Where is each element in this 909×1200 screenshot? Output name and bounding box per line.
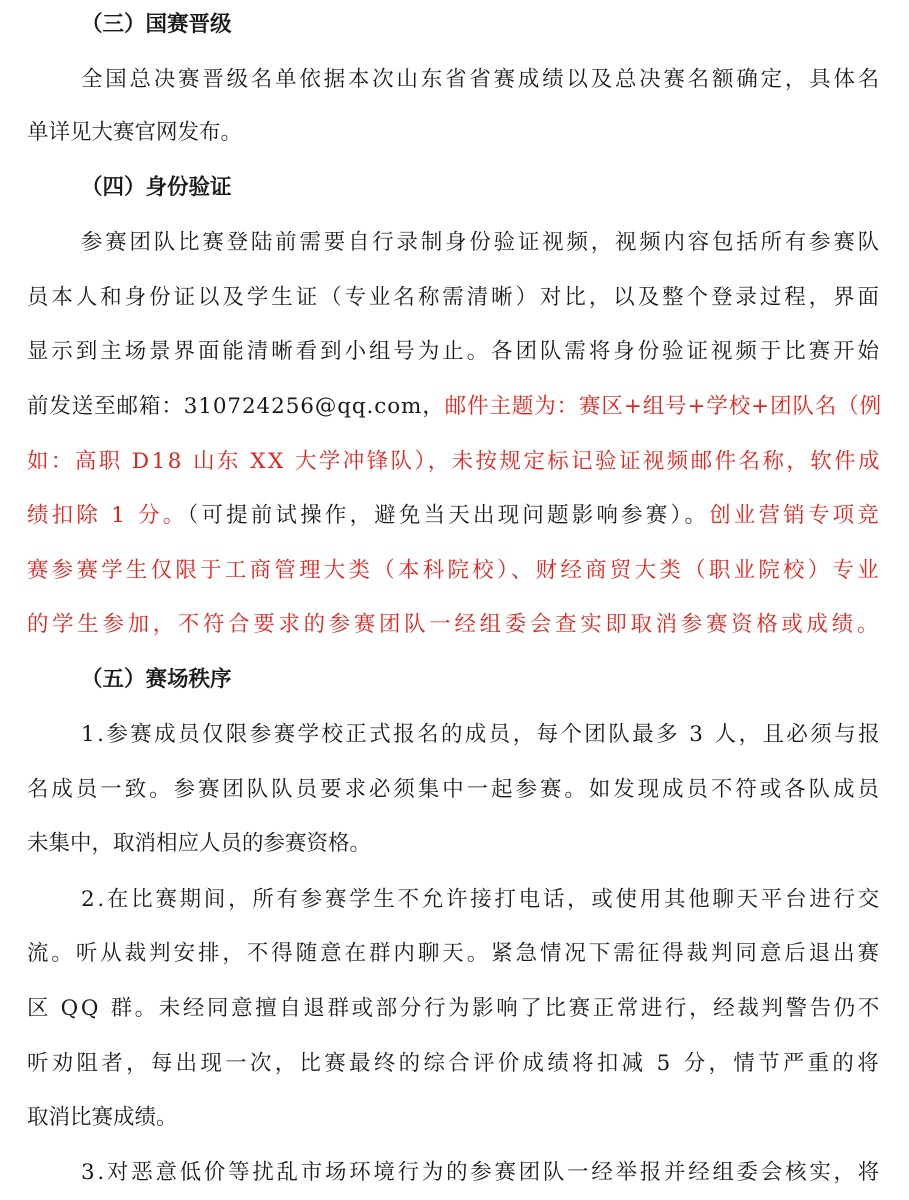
list-item-line: 名成员一致。参赛团队队员要求必须集中一起参赛。如发现成员不符或各队成员	[27, 777, 882, 802]
paragraph-line-highlight: 赛参赛学生仅限于工商管理大类（本科院校）、财经商贸大类（职业院校）专业	[27, 558, 882, 583]
paragraph-line-highlight: 的学生参加，不符合要求的参赛团队一经组委会查实即取消参赛资格或成绩。	[27, 612, 882, 637]
list-item-line: 取消比赛成绩。	[27, 1105, 178, 1130]
list-item-line: 流。听从裁判安排，不得随意在群内聊天。紧急情况下需征得裁判同意后退出赛	[27, 941, 882, 966]
paragraph-line: 显示到主场景界面能清晰看到小组号为止。各团队需将身份验证视频于比赛开始	[27, 339, 882, 364]
section-heading-5: （五）赛场秩序	[81, 667, 232, 692]
paragraph-line-mixed	[27, 500, 909, 532]
paragraph-line: 单详见大赛官网发布。	[27, 120, 243, 145]
paragraph-line-email	[27, 391, 909, 423]
paragraph-line: 全国总决赛晋级名单依据本次山东省省赛成绩以及总决赛名额确定，具体名	[81, 67, 882, 92]
list-item-line: 2.在比赛期间，所有参赛学生不允许接打电话，或使用其他聊天平台进行交	[81, 887, 882, 912]
section-heading-3: （三）国赛晋级	[81, 12, 232, 37]
paragraph-line-highlight: 如：高职 D18 山东 XX 大学冲锋队），未按规定标记验证视频邮件名称，软件成	[27, 449, 882, 474]
highlight-text: 创业营销专项竞	[709, 503, 882, 528]
list-item-line: 听劝阻者，每出现一次，比赛最终的综合评价成绩将扣减 5 分，情节严重的将	[27, 1051, 882, 1076]
list-item-line: 1.参赛成员仅限参赛学校正式报名的成员，每个团队最多 3 人，且必须与报	[81, 722, 882, 747]
paragraph-line: 员本人和身份证以及学生证（专业名称需清晰）对比，以及整个登录过程，界面	[27, 285, 882, 310]
list-item-line: 区 QQ 群。未经同意擅自退群或部分行为影响了比赛正常进行，经裁判警告仍不	[27, 996, 882, 1021]
list-item-line: 3.对恶意低价等扰乱市场环境行为的参赛团队一经举报并经组委会核实，将	[81, 1160, 882, 1185]
email-text: 前发送至邮箱：310724256@qq.com，	[27, 394, 445, 419]
section-heading-4: （四）身份验证	[81, 175, 232, 200]
normal-text: （可提前试操作，避免当天出现问题影响参赛）。	[187, 503, 710, 528]
highlight-text: 邮件主题为：赛区+组号+学校+团队名（例	[444, 394, 882, 419]
list-item-line: 未集中，取消相应人员的参赛资格。	[27, 831, 372, 856]
paragraph-line: 参赛团队比赛登陆前需要自行录制身份验证视频，视频内容包括所有参赛队	[81, 230, 882, 255]
highlight-text: 绩扣除 1 分。	[27, 503, 188, 528]
